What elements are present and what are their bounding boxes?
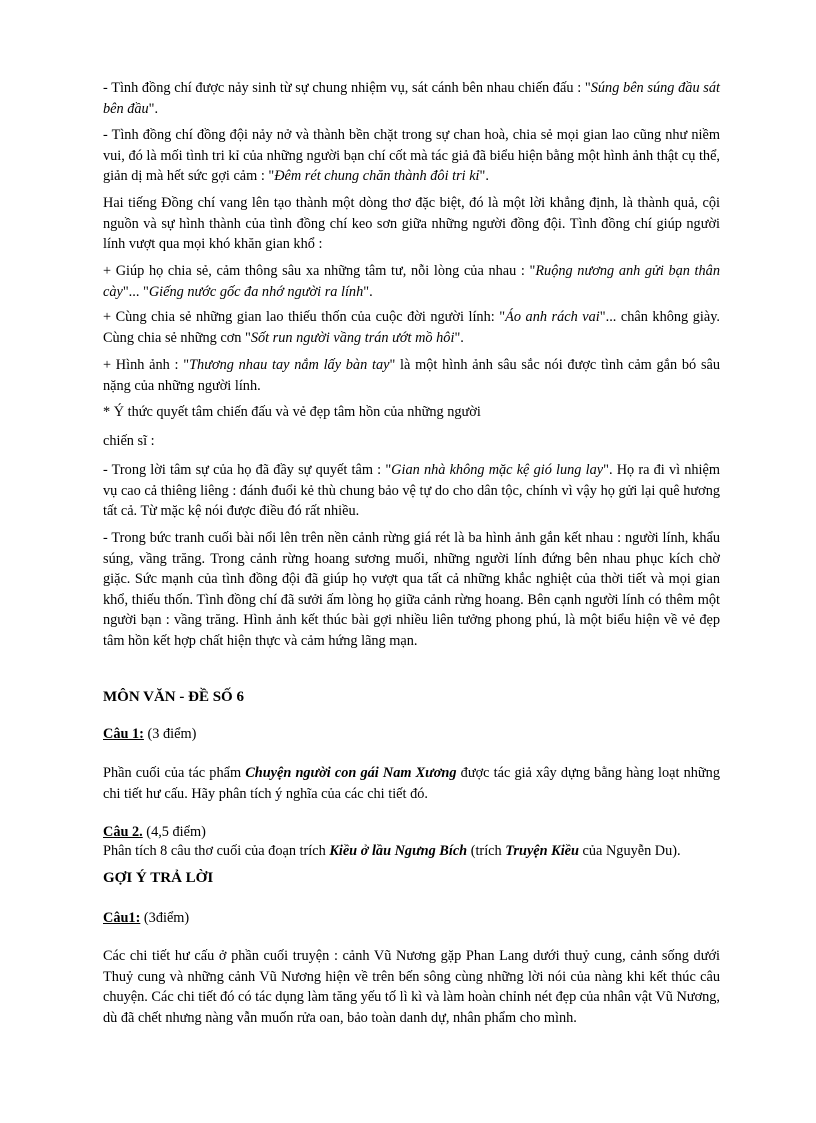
text: " là một hình ảnh sâu sắc nói được tình cảm gắn bó sâu nặng của những người lính. [103,357,721,394]
text: "... " [122,283,149,300]
paragraph-6 [103,355,720,396]
quote: Gian nhà không mặc kệ gió lung lay [391,462,604,478]
text: ". Họ ra đi vì nhiệm vụ cao cả thiêng liêng : đánh đuổi kẻ thù chung bảo vệ tự do cho dân tộc, chính vì vậy họ gửi lại quê hương tất cả. Từ mặc kệ nói được điều đó rất nhiều. [103,462,720,519]
question-score: (3điểm) [140,910,190,926]
section-heading-2 [103,868,720,889]
text: ". [363,283,373,300]
answer-1-label [103,908,720,929]
text: Các chi tiết hư cấu ở phần cuối truyện : cảnh Vũ Nương gặp Phan Lang dưới thuỷ cung, cảnh sống dưới Thuỷ cung và những cảnh Vũ Nương hiện về trên bến sông cùng những lời nói của nàng khi kết thúc câu chuyện. Các chi tiết đó có tác dụng làm tăng yếu tố lì kì và làm hoàn chỉnh nét đẹp của nhân vật Vũ Nương, dù đã chết nhưng nàng vẫn muốn rửa oan, bảo toàn danh dự, nhân phẩm cho mình. [103,948,720,1026]
text: (trích [467,843,506,859]
text: - Tình đồng chí được nảy sinh từ sự chung nhiệm vụ, sát cánh bên nhau chiến đấu : " [103,80,591,96]
work-title: Chuyện người con gái Nam Xương [245,765,457,781]
paragraph-10 [103,528,720,651]
text: ". [454,329,464,346]
text: được tác giả xây dựng bằng hàng loạt những chi tiết hư cấu. Hãy phân tích ý nghĩa của các chi tiết đó. [103,765,720,802]
text: Hai tiếng Đồng chí vang lên tạo thành một dòng thơ đặc biệt, đó là một lời khẳng định, là thành quả, cội nguồn và sự hình thành của tình đồng chí keo sơn giữa những người đồng đội. Tình đồng chí giúp người lính vượt qua mọi khó khăn gian khổ : [103,195,720,252]
text: ". [479,168,489,184]
question-label: Câu1: [103,910,141,926]
work-title: Truyện Kiều [505,843,579,859]
paragraph-5 [103,307,720,348]
paragraph-1 [103,78,720,119]
text: + Giúp họ chia sẻ, cảm thông sâu xa những tâm tư, nỗi lòng của nhau : " [103,263,536,279]
text: - Trong bức tranh cuối bài nổi lên trên nền cảnh rừng giá rét là ba hình ảnh gắn kết nhau : người lính, khẩu súng, vầng trăng. Trong cảnh rừng hoang sương muối, những người lính đứng bên nhau phục kích chờ giặc. Sức mạnh của tình đồng đội đã giúp họ vượt qua tất cả những khắc nghiệt của thời tiết và mọi gian khổ, thiếu thốn. Tình đồng chí đã sưởi ấm lòng họ giữa cảnh rừng hoang. Bên cạnh người lính có thêm một người bạn : vầng trăng. Hình ảnh kết thúc bài gợi nhiều liên tưởng phong phú, là một biểu hiện về vẻ đẹp tâm hồn kết hợp chất hiện thực và cảm hứng lãng mạn. [103,530,720,649]
text: Phân tích 8 câu thơ cuối của đoạn trích [103,843,330,859]
paragraph-12 [103,841,720,862]
heading-text: MÔN VĂN - ĐỀ SỐ 6 [103,689,244,705]
paragraph-4 [103,261,720,302]
paragraph-3 [103,193,720,255]
quote: Ruộng nương anh gửi bạn thân cày [103,263,720,300]
text: * Ý thức quyết tâm chiến đấu và vẻ đẹp tâm hồn của những người [103,404,481,420]
quote: Đêm rét chung chăn thành đôi tri kỉ [274,168,480,184]
section-heading-1 [103,687,720,708]
quote: Sốt run người vầng trán ướt mồ hôi [250,329,455,346]
question-label: Câu 2. [103,824,143,840]
paragraph-11 [103,763,720,804]
paragraph-7 [103,402,720,423]
text: ". [148,100,159,117]
paragraph-2 [103,125,720,187]
question-label: Câu 1: [103,726,144,742]
quote: Áo anh rách vai [505,309,600,325]
question-score: (3 điểm) [143,726,197,742]
text: chiến sĩ : [103,433,155,449]
paragraph-13 [103,946,720,1028]
paragraph-8 [103,431,720,452]
quote: Giếng nước gốc đa nhớ người ra lính [148,283,364,300]
text: + Cùng chia sẻ những gian lao thiếu thốn của cuộc đời người lính: " [103,309,506,325]
text: - Tình đồng chí đồng đội nảy nở và thành bền chặt trong sự chan hoà, chia sẻ mọi gian lao cũng như niềm vui, đó là mối tình tri kỉ của những người bạn chí cốt mà tác giả đã biểu hiện bằng một hình ảnh thật cụ thể, giản dị mà hết sức gợi cảm : " [103,127,720,184]
text: Phần cuối của tác phẩm [103,765,246,781]
question-score: (4,5 điểm) [142,824,206,840]
heading-text: GỢI Ý TRẢ LỜI [103,870,214,886]
text: của Nguyễn Du). [578,843,681,859]
question-2-label [103,822,720,843]
paragraph-9 [103,460,720,522]
work-title: Kiều ở lầu Ngưng Bích [329,843,468,859]
question-1-label [103,724,720,745]
text: "... chân không giày. Cùng chia sẻ những cơn " [103,309,720,346]
quote: Súng bên súng đầu sát bên đầu [103,80,720,117]
text: + Hình ảnh : " [103,357,190,373]
text: - Trong lời tâm sự của họ đã đầy sự quyết tâm : " [103,462,392,478]
quote: Thương nhau tay nắm lấy bàn tay [189,357,390,373]
